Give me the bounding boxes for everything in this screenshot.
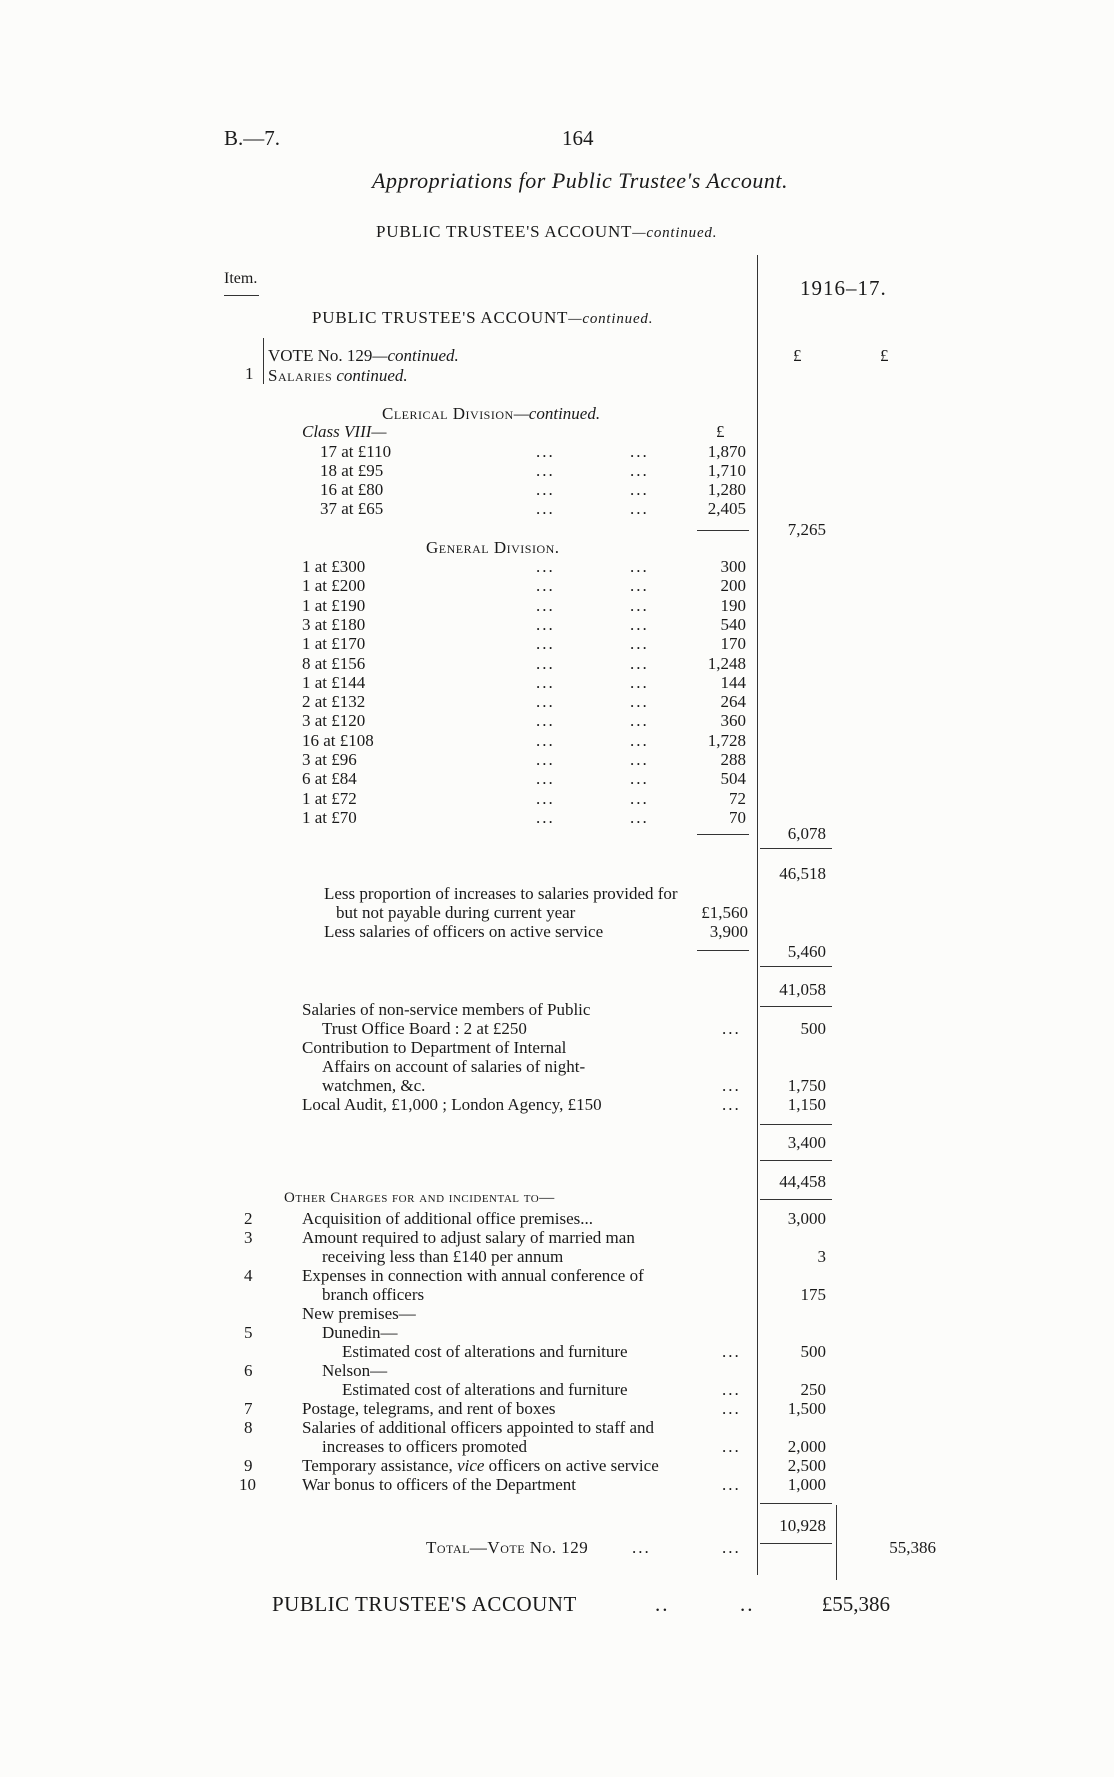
row-amount: 170 [720,634,746,654]
class-label: Class VIII— [302,422,387,441]
audit-leader: ... [722,1095,741,1114]
row-label: 1 at £170 [302,634,366,654]
item-number-1: 1 [245,364,254,383]
row-leader: ... [536,480,555,499]
item-number-temporary: 9 [244,1456,253,1475]
salaries-subtotal-rule [760,848,832,849]
salaries-label: Salaries [268,366,333,385]
war-bonus-description: War bonus to officers of the Department [302,1475,577,1494]
row-leader: ... [630,750,649,769]
row-leader: ... [630,576,649,596]
dunedin-amount: 500 [800,1342,826,1361]
section-heading-main: PUBLIC TRUSTEE'S ACCOUNT [312,308,569,327]
subtitle-continued: —continued. [632,225,718,241]
pound-sign-col2: £ [880,346,889,365]
row-label: 3 at £180 [302,614,366,634]
charge-item-text: receiving less than £140 per annum [322,1247,564,1266]
row-label: 1 at £144 [302,672,366,692]
row-amount: 1,280 [707,480,746,499]
item-number-postage: 7 [244,1399,253,1418]
row-amount: 72 [729,788,746,808]
row-label: 16 at £108 [302,730,374,750]
page-subtitle [376,222,717,242]
row-leader: ... [630,807,649,827]
nelson-amount: 250 [800,1380,826,1399]
item-header-rule [224,295,259,296]
temporary-assistance [302,1456,659,1476]
row-leader: ... [536,442,555,461]
row-leader: ... [536,461,555,480]
row-leader: ... [630,634,649,654]
row-label: 3 at £120 [302,711,366,731]
row-amount: 190 [720,595,746,615]
salaries-continued: continued. [336,366,408,385]
nelson-heading: Nelson— [322,1361,388,1380]
audit-amount: 1,150 [787,1095,826,1114]
other-salaries-rule [760,1124,832,1125]
charge-item-number: 2 [244,1209,253,1228]
additional-officers-line2: increases to officers promoted [322,1437,528,1456]
row-amount: 1,728 [707,730,746,750]
pound-sign-col1: £ [793,346,802,365]
vote-total-rule [760,1543,832,1544]
contribution-line1: Contribution to Department of Internal [302,1038,567,1057]
vote-total-amount: 55,386 [889,1538,936,1557]
salaries-total-rule [760,1160,832,1161]
vote-total-leader-2: ... [722,1538,741,1557]
other-salaries-subtotal: 3,400 [787,1133,826,1152]
row-leader: ... [536,672,555,692]
grand-total-label: PUBLIC TRUSTEE'S ACCOUNT [272,1592,577,1616]
board-line1: Salaries of non-service members of Public [302,1000,591,1019]
row-amount: 200 [720,576,746,596]
pound-sign-sub: £ [716,422,725,441]
row-leader: ... [630,730,649,750]
vote-total-label: Total—Vote No. 129 [426,1538,589,1557]
dunedin-heading: Dunedin— [322,1323,398,1342]
row-label: 2 at £132 [302,692,366,712]
contribution-leader: ... [722,1076,741,1095]
row-leader: ... [630,614,649,634]
other-charges-total: 10,928 [779,1516,826,1535]
clerical-division-heading [382,404,600,424]
row-leader: ... [536,634,555,654]
charge-item-amount: 3,000 [787,1209,826,1228]
row-amount: 288 [720,750,746,769]
charge-item-text: Expenses in connection with annual conference of [302,1266,644,1285]
row-leader: ... [630,653,649,673]
salaries-total: 44,458 [779,1172,826,1191]
war-bonus-leader: ... [722,1475,741,1494]
grand-total-leader-1: .. [655,1592,670,1616]
general-total: 6,078 [787,824,826,843]
row-label: 1 at £300 [302,557,366,576]
row-label: 8 at £156 [302,653,366,673]
board-leader: ... [722,1019,741,1038]
less-total: 5,460 [787,942,826,961]
row-leader: ... [630,788,649,808]
postage-description: Postage, telegrams, and rent of boxes [302,1399,556,1418]
row-amount: 1,248 [707,653,746,673]
war-bonus-amount: 1,000 [787,1475,826,1494]
dunedin-description: Estimated cost of alterations and furniture [342,1342,628,1361]
row-leader: ... [630,711,649,731]
charge-item-text: branch officers [322,1285,425,1304]
row-amount: 144 [720,672,746,692]
row-amount: 2,405 [707,499,746,518]
row-label: 1 at £190 [302,595,366,615]
page-title: Appropriations for Public Trustee's Account. [372,168,788,193]
row-label: 18 at £95 [320,461,384,480]
other-charges-heading: Other Charges for and incidental to— [284,1190,555,1206]
board-amount: 500 [800,1019,826,1038]
charge-item-amount: 3 [817,1247,826,1266]
row-leader: ... [630,461,649,480]
charge-item-text: Acquisition of additional office premises... [302,1209,593,1228]
row-leader: ... [630,557,649,576]
row-leader: ... [536,788,555,808]
item-number-additional: 8 [244,1418,253,1437]
temporary-vice: vice [457,1456,485,1475]
less-total-rule [697,950,749,951]
vote-heading [268,346,459,366]
row-label: 37 at £65 [320,499,384,518]
row-amount: 264 [720,692,746,712]
amount-column-rule [757,255,758,1575]
row-leader: ... [630,442,649,461]
temporary-pre: Temporary assistance, [302,1456,453,1475]
row-label: 1 at £72 [302,788,357,808]
item-number-dunedin: 5 [244,1323,253,1342]
row-leader: ... [630,769,649,789]
contribution-amount: 1,750 [787,1076,826,1095]
additional-officers-line1: Salaries of additional officers appointed to staff and [302,1418,655,1437]
row-leader: ... [536,557,555,576]
general-division-heading: General Division. [426,538,560,557]
postage-amount: 1,500 [787,1399,826,1418]
row-leader: ... [630,692,649,712]
row-leader: ... [536,653,555,673]
row-amount: 300 [720,557,746,576]
year-column-header: 1916–17. [800,276,887,300]
row-leader: ... [630,672,649,692]
row-label: 1 at £200 [302,576,366,596]
temporary-post: officers on active service [488,1456,659,1475]
section-heading-continued: —continued. [568,311,654,327]
row-amount: 360 [720,711,746,731]
vote-total-leader-1: ... [632,1538,651,1557]
row-label: 6 at £84 [302,769,357,789]
row-leader: ... [630,480,649,499]
less-increases-line2: but not payable during current year [336,903,576,922]
net-salaries-rule [760,966,832,967]
contribution-line3: watchmen, &c. [322,1076,426,1095]
subtitle-main: PUBLIC TRUSTEE'S ACCOUNT [376,222,633,241]
charge-item-amount: 175 [800,1285,826,1304]
board-line2: Trust Office Board : 2 at £250 [322,1019,527,1038]
section-heading [312,308,653,328]
less-increases-line1: Less proportion of increases to salaries provided for [324,884,678,903]
clerical-total: 7,265 [787,520,826,539]
other-charges-rule [760,1503,832,1504]
row-label: 1 at £70 [302,807,357,827]
total-column-rule [836,1505,837,1580]
row-label: 17 at £110 [320,442,392,461]
salaries-subtotal: 46,518 [779,864,826,883]
clerical-heading-label: Clerical Division [382,404,514,423]
salaries-heading [268,366,408,386]
less-active-service: Less salaries of officers on active service [324,922,604,941]
item-column-rule [263,338,264,384]
row-leader: ... [630,499,649,518]
additional-officers-amount: 2,000 [787,1437,826,1456]
row-leader: ... [536,595,555,615]
row-amount: 1,710 [707,461,746,480]
clerical-total-rule [697,530,749,531]
general-total-rule [697,834,749,835]
less-increases-amount: £1,560 [701,903,748,922]
row-amount: 504 [720,769,746,789]
row-amount: 540 [720,614,746,634]
net-salaries: 41,058 [779,980,826,999]
charge-item-number: 3 [244,1228,253,1247]
additional-officers-leader: ... [722,1437,741,1456]
net-salaries-bottom-rule [760,1006,832,1007]
charge-item-number: 4 [244,1266,253,1285]
row-amount: 70 [729,807,746,827]
document-reference: B.—7. [224,126,281,150]
row-leader: ... [536,614,555,634]
less-active-service-amount: 3,900 [709,922,748,941]
page-number: 164 [562,126,594,150]
grand-total-leader-2: .. [740,1592,755,1616]
vote-continued: —continued. [372,346,459,365]
postage-leader: ... [722,1399,741,1418]
item-number-nelson: 6 [244,1361,253,1380]
clerical-heading-continued: —continued. [513,404,601,423]
new-premises-heading: New premises— [302,1304,416,1323]
dunedin-leader: ... [722,1342,741,1361]
row-leader: ... [536,769,555,789]
row-leader: ... [536,499,555,518]
item-number-war-bonus: 10 [239,1475,256,1494]
local-audit: Local Audit, £1,000 ; London Agency, £150 [302,1095,602,1114]
row-label: 3 at £96 [302,750,357,769]
temporary-amount: 2,500 [787,1456,826,1475]
row-leader: ... [536,807,555,827]
row-label: 16 at £80 [320,480,384,499]
vote-label: VOTE No. 129 [268,346,373,365]
grand-total-amount: £55,386 [821,1592,890,1616]
nelson-leader: ... [722,1380,741,1399]
row-leader: ... [630,595,649,615]
row-leader: ... [536,711,555,731]
row-amount: 1,870 [707,442,746,461]
item-column-header: Item. [224,270,258,287]
row-leader: ... [536,750,555,769]
salaries-total-bottom-rule [760,1199,832,1200]
row-leader: ... [536,692,555,712]
charge-item-text: Amount required to adjust salary of married man [302,1228,635,1247]
nelson-description: Estimated cost of alterations and furniture [342,1380,628,1399]
row-leader: ... [536,730,555,750]
contribution-line2: Affairs on account of salaries of night- [322,1057,586,1076]
row-leader: ... [536,576,555,596]
